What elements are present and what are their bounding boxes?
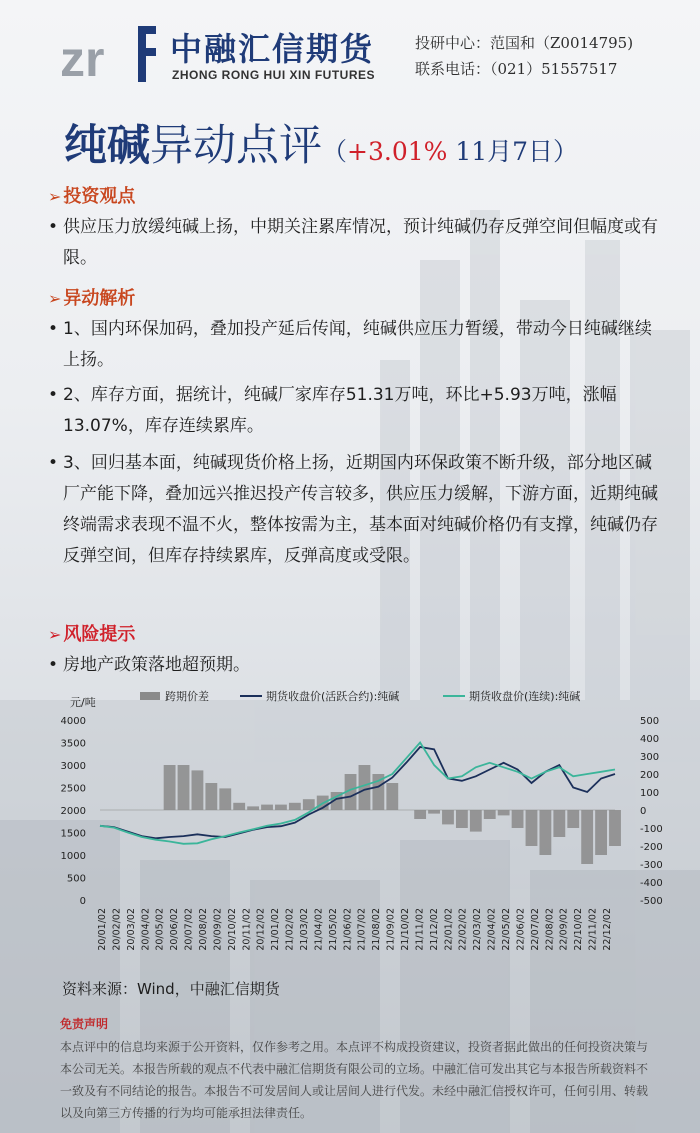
spread-bar xyxy=(261,805,273,810)
x-tick-label: 22/06/02 xyxy=(515,908,527,951)
x-tick-label: 20/11/02 xyxy=(241,908,253,951)
analyst-line: 投研中心：范国和（Z0014795) xyxy=(415,34,634,52)
view-heading: ➢ 投资观点 xyxy=(48,186,136,207)
x-tick-label: 21/01/02 xyxy=(270,908,282,951)
left-tick-label: 3000 xyxy=(60,761,86,772)
x-tick-label: 20/09/02 xyxy=(212,908,224,951)
right-tick-label: -200 xyxy=(640,842,663,853)
bullet-dot-icon: • xyxy=(48,217,59,237)
left-tick-label: 1500 xyxy=(60,828,86,840)
x-tick-label: 20/10/02 xyxy=(226,908,238,951)
x-tick-label: 22/03/02 xyxy=(472,908,484,951)
x-tick-label: 20/04/02 xyxy=(140,908,152,951)
x-tick-label: 20/12/02 xyxy=(255,908,267,951)
logo-english-name: ZHONG RONG HUI XIN FUTURES xyxy=(172,68,376,82)
spread-bar xyxy=(595,810,607,855)
right-tick-label: 300 xyxy=(640,752,660,763)
x-tick-label: 20/05/02 xyxy=(154,908,166,951)
bullet-dot-icon: • xyxy=(48,655,59,675)
left-tick-label: 2500 xyxy=(60,783,86,795)
x-tick-label: 21/06/02 xyxy=(342,908,354,951)
spread-bar xyxy=(484,810,496,819)
x-tick-label: 21/03/02 xyxy=(299,908,310,951)
x-tick-label: 22/07/02 xyxy=(529,908,541,951)
x-tick-label: 21/10/02 xyxy=(400,908,411,951)
spread-bar xyxy=(233,803,245,810)
risk-bullet: • 房地产政策落地超预期。 xyxy=(48,650,658,681)
x-tick-label: 22/04/02 xyxy=(486,908,498,951)
right-tick-label: 0 xyxy=(640,806,647,817)
x-tick-label: 21/07/02 xyxy=(356,908,368,951)
spread-bar xyxy=(428,810,440,814)
arrow-icon: ➢ xyxy=(48,289,62,308)
x-tick-label: 21/08/02 xyxy=(371,908,383,951)
spread-bar xyxy=(456,810,468,828)
bullet-dot-icon: • xyxy=(48,319,59,339)
title-date: 11月7日） xyxy=(447,137,579,166)
analysis-item-1: • 1、国内环保加码，叠加投产延后传闻，纯碱供应压力暂缓，带动今日纯碱继续上扬。 xyxy=(48,314,658,376)
spread-bar xyxy=(553,810,565,837)
header xyxy=(0,0,700,100)
title-change: +3.01% xyxy=(347,137,448,166)
spread-bar xyxy=(442,810,454,824)
contact-info xyxy=(415,30,633,82)
spread-bar xyxy=(275,805,287,810)
x-tick-label: 21/09/02 xyxy=(385,908,397,951)
phone-line: 联系电话：（021）51557517 xyxy=(415,60,618,78)
analysis-heading: ➢ 异动解析 xyxy=(48,288,136,309)
arrow-icon: ➢ xyxy=(48,625,62,644)
spread-bar xyxy=(289,803,301,810)
title-product: 纯碱 xyxy=(64,121,150,171)
y-axis-label: 元/吨 xyxy=(70,696,96,709)
bullet-dot-icon: • xyxy=(48,453,59,473)
x-tick-label: 22/09/02 xyxy=(558,908,570,951)
x-tick-label: 20/06/02 xyxy=(169,908,181,951)
spread-bar xyxy=(178,765,190,810)
analysis-item-2: • 2、库存方面，据统计，纯碱厂家库存51.31万吨，环比+5.93万吨，涨幅13.07%，库存连续累库。 xyxy=(48,380,658,442)
x-tick-label: 20/01/02 xyxy=(97,908,108,951)
x-tick-label: 22/12/02 xyxy=(602,908,613,951)
x-tick-label: 21/05/02 xyxy=(327,908,339,951)
active-contract-line xyxy=(100,747,615,838)
spread-bar xyxy=(414,810,426,819)
x-tick-label: 22/02/02 xyxy=(457,908,469,951)
left-tick-label: 2000 xyxy=(60,806,86,817)
spread-bar xyxy=(386,783,398,810)
spread-bar xyxy=(539,810,551,855)
spread-bar xyxy=(498,810,510,815)
x-tick-label: 20/07/02 xyxy=(183,908,195,951)
risk-heading: ➢ 风险提示 xyxy=(48,624,136,645)
legend-label-spread: 跨期价差 xyxy=(165,690,209,703)
spread-bar xyxy=(219,788,231,810)
right-tick-label: -300 xyxy=(640,860,663,871)
spread-bar xyxy=(164,765,176,810)
left-tick-label: 500 xyxy=(66,873,86,885)
bullet-dot-icon: • xyxy=(48,385,59,405)
x-tick-label: 20/08/02 xyxy=(198,908,209,951)
disclaimer-heading: 免责声明 xyxy=(60,1017,109,1031)
svg-text:zr: zr xyxy=(60,31,105,87)
right-tick-label: 100 xyxy=(640,788,660,799)
x-tick-label: 22/01/02 xyxy=(443,908,455,951)
spread-bar xyxy=(247,806,259,810)
x-tick-label: 22/10/02 xyxy=(573,908,585,951)
spread-bar xyxy=(303,799,315,810)
analysis-item-3: • 3、回归基本面，纯碱现货价格上扬，近期国内环保政策不断升级，部分地区碱厂产能下降，叠加远兴推迟投产传言较多，供应压力缓解，下游方面，近期纯碱终端需求表现不温不火，整体按需为主，基本面对纯碱价格仍有支撑，纯碱仍存反弹空间，但库存持续累库，反弹高度或受限。 xyxy=(48,448,658,572)
zrf-logo-mark-icon xyxy=(60,20,160,87)
disclaimer-text: 本点评中的信息均来源于公开资料，仅作参考之用。本点评不构成投资建议，投资者据此做出的任何投资决策与本公司无关。本报告所载的观点不代表中融汇信期货有限公司的立场。中融汇信可发出其它与本报告所载资料不一致及有不同结论的报告。本报告不可发居间人或让居间人进行代发。未经中融汇信授权许可，任何引用、转载以及向第三方传播的行为均可能承担法律责任。 xyxy=(60,1040,649,1120)
x-tick-label: 20/03/02 xyxy=(125,908,137,951)
left-tick-label: 4000 xyxy=(60,716,86,727)
price-chart xyxy=(50,684,663,964)
x-tick-label: 21/12/02 xyxy=(428,908,440,951)
right-tick-label: -500 xyxy=(640,896,663,907)
title-paren: （ xyxy=(322,137,348,166)
x-tick-label: 22/11/02 xyxy=(587,908,599,951)
spread-bar xyxy=(470,810,482,832)
legend-swatch-spread xyxy=(140,692,160,700)
x-tick-label: 22/05/02 xyxy=(501,908,512,951)
spread-bar xyxy=(609,810,621,846)
company-logo xyxy=(60,16,380,86)
right-tick-label: 500 xyxy=(640,716,660,727)
right-tick-label: -100 xyxy=(640,824,663,835)
x-tick-label: 20/02/02 xyxy=(111,908,123,951)
spread-bar xyxy=(567,810,579,828)
x-tick-label: 21/04/02 xyxy=(313,908,325,951)
logo-chinese-name: 中融汇信期货 xyxy=(170,30,375,68)
x-tick-label: 22/08/02 xyxy=(544,908,556,951)
legend-label-continuous: 期货收盘价(连续):纯碱 xyxy=(469,690,581,703)
data-source: 资料来源：Wind，中融汇信期货 xyxy=(62,980,280,998)
arrow-icon: ➢ xyxy=(48,187,62,206)
view-bullet: • 供应压力放缓纯碱上扬，中期关注累库情况，预计纯碱仍存反弹空间但幅度或有限。 xyxy=(48,212,658,274)
spread-bar xyxy=(192,770,204,810)
left-tick-label: 3500 xyxy=(60,738,86,750)
right-tick-label: 400 xyxy=(640,734,660,745)
x-tick-label: 21/02/02 xyxy=(284,908,296,951)
title-subject: 异动点评 xyxy=(150,121,322,171)
spread-bar xyxy=(581,810,593,864)
right-tick-label: -400 xyxy=(640,878,663,889)
left-tick-label: 1000 xyxy=(60,851,86,862)
left-tick-label: 0 xyxy=(79,896,86,907)
legend-label-active: 期货收盘价(活跃合约):纯碱 xyxy=(266,690,400,703)
spread-bar xyxy=(526,810,538,846)
spread-bar xyxy=(205,783,217,810)
x-tick-label: 21/11/02 xyxy=(414,908,426,951)
spread-bar xyxy=(512,810,524,828)
right-tick-label: 200 xyxy=(640,770,660,781)
page-title xyxy=(64,112,578,173)
